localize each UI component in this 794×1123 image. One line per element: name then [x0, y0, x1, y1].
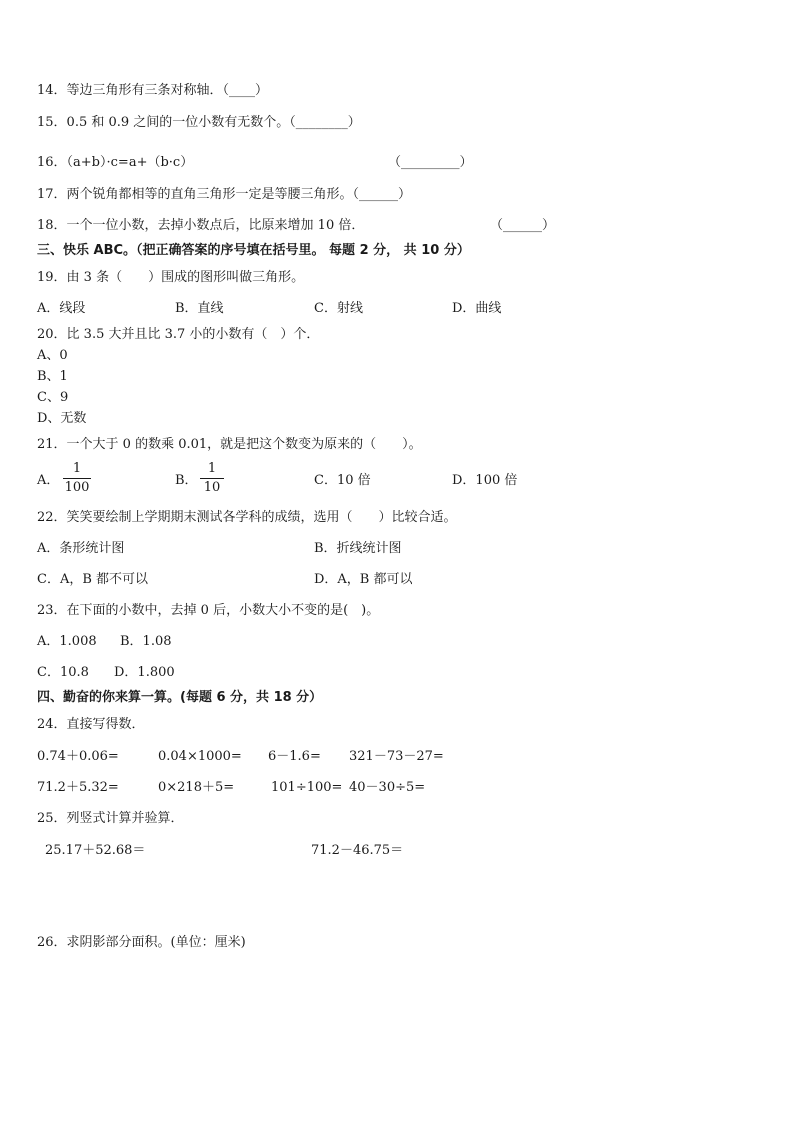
calc-item: 0.74＋0.06=	[37, 749, 119, 764]
vertical-calc-item: 25.17＋52.68＝	[45, 843, 146, 858]
option-d[interactable]: D．1.800	[114, 665, 175, 680]
option-b[interactable]: B、1	[37, 369, 68, 384]
question-16: 16．（a+b）·c=a+（b·c）	[37, 155, 194, 170]
option-b-fraction[interactable]	[200, 462, 224, 495]
question-16-answer-blank[interactable]: （_________）	[388, 155, 473, 170]
calc-item: 0×218＋5=	[158, 780, 235, 795]
calc-item: 0.04×1000=	[158, 749, 242, 764]
option-a[interactable]: A、0	[37, 348, 68, 363]
fraction-denominator: 100	[64, 480, 90, 495]
question-23-stem: 23．在下面的小数中，去掉 0 后，小数大小不变的是( )。	[37, 603, 380, 618]
option-a[interactable]: A．条形统计图	[37, 541, 125, 556]
option-a-fraction[interactable]	[63, 462, 91, 495]
option-c[interactable]: C、9	[37, 390, 69, 405]
question-26-stem: 26．求阴影部分面积。(单位：厘米)	[37, 935, 246, 950]
option-c[interactable]: C．射线	[314, 301, 363, 316]
question-18: 18．一个一位小数，去掉小数点后，比原来增加 10 倍．	[37, 218, 365, 233]
option-b[interactable]: B．1.08	[120, 634, 172, 649]
option-c[interactable]: C．A，B 都不可以	[37, 572, 149, 587]
option-a[interactable]: A．1.008	[37, 634, 97, 649]
question-18-answer-blank[interactable]: （______）	[490, 218, 556, 233]
option-a[interactable]: A．线段	[37, 301, 86, 316]
question-15: 15．0.5 和 0.9 之间的一位小数有无数个。（________）	[37, 115, 361, 130]
fraction-bar	[200, 478, 224, 479]
option-d[interactable]: D．A，B 都可以	[314, 572, 413, 587]
option-d[interactable]: D．曲线	[452, 301, 502, 316]
question-25-stem: 25．列竖式计算并验算．	[37, 811, 184, 826]
question-19-stem: 19．由 3 条（ ）围成的图形叫做三角形。	[37, 270, 305, 285]
calc-item: 321－73－27=	[349, 749, 444, 764]
fraction-numerator: 1	[207, 461, 217, 476]
section-3-heading: 三、快乐 ABC。（把正确答案的序号填在括号里。 每题 2 分， 共 10 分）	[37, 243, 470, 258]
vertical-calc-item: 71.2－46.75＝	[311, 843, 404, 858]
calc-item: 101÷100=	[271, 780, 343, 795]
question-14: 14．等边三角形有三条对称轴．（____）	[37, 83, 269, 98]
option-d[interactable]: D．100 倍	[452, 473, 518, 488]
option-b[interactable]: B．直线	[175, 301, 224, 316]
option-c[interactable]: C．10.8	[37, 665, 89, 680]
fraction-denominator: 10	[203, 480, 221, 495]
question-21-stem: 21．一个大于 0 的数乘 0.01，就是把这个数变为原来的（ ）。	[37, 437, 422, 452]
option-b-label[interactable]: B．	[175, 473, 198, 488]
option-b[interactable]: B．折线统计图	[314, 541, 402, 556]
fraction-bar	[63, 478, 91, 479]
section-4-heading: 四、勤奋的你来算一算。(每题 6 分，共 18 分）	[37, 690, 323, 705]
calc-item: 6－1.6=	[268, 749, 321, 764]
option-c[interactable]: C．10 倍	[314, 473, 371, 488]
calc-item: 40－30÷5=	[349, 780, 426, 795]
option-a-label[interactable]: A．	[37, 473, 60, 488]
calc-item: 71.2＋5.32=	[37, 780, 119, 795]
question-22-stem: 22．笑笑要绘制上学期期末测试各学科的成绩，选用（ ）比较合适。	[37, 510, 457, 525]
question-24-stem: 24．直接写得数．	[37, 717, 145, 732]
question-17: 17．两个锐角都相等的直角三角形一定是等腰三角形。（______）	[37, 187, 412, 202]
question-20-stem: 20．比 3.5 大并且比 3.7 小的小数有（ ）个．	[37, 327, 320, 342]
option-d[interactable]: D、无数	[37, 411, 87, 426]
fraction-numerator: 1	[72, 461, 82, 476]
